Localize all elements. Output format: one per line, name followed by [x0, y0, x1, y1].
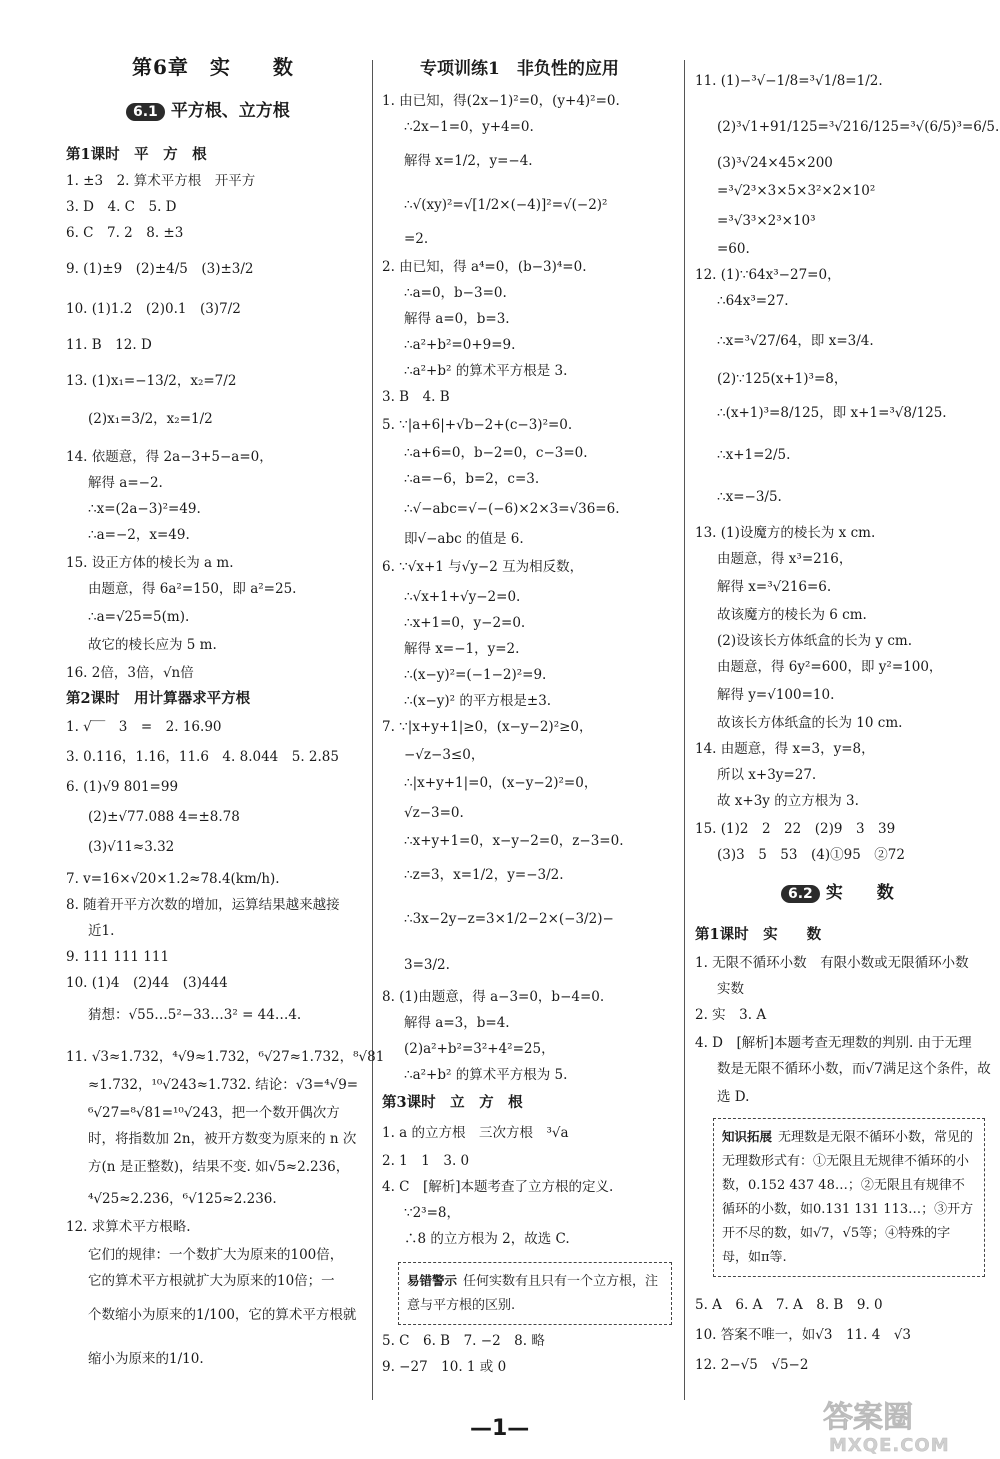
answer-line: ∴8 的立方根为 2，故选 C.: [404, 1231, 570, 1247]
answer-line: 11. (1)−³√−1/8=³√1/8=1/2.: [695, 73, 883, 89]
answer-line: 方(n 是正整数)，结果不变. 如√5≈2.236，: [88, 1159, 350, 1175]
answer-line: (2)设该长方体纸盒的长为 y cm.: [717, 633, 912, 649]
answer-line: √z−3=0.: [404, 805, 464, 821]
answer-line: 3. 0.116，1.16，11.6 4. 8.044 5. 2.85: [66, 749, 339, 765]
answer-line: 7. ∵|x+y+1|≥0，(x−y−2)²≥0，: [382, 719, 593, 735]
answer-line: =60.: [717, 241, 750, 257]
answer-line: ∴√−abc=√−(−6)×2×3=√36=6.: [404, 501, 620, 517]
note-tag: 知识拓展: [722, 1129, 773, 1144]
answer-line: 选 D.: [717, 1089, 750, 1105]
answer-line: (2)±√77.088 4=±8.78: [88, 809, 240, 825]
answer-line: 故 x+3y 的立方根为 3.: [717, 793, 859, 809]
answer-line: 1. ±3 2. 算术平方根 开平方: [66, 173, 256, 189]
answer-line: 1. 由已知，得(2x−1)²=0，(y+4)²=0.: [382, 93, 620, 109]
answer-line: 10. (1)4 (2)44 (3)444: [66, 975, 228, 991]
answer-line: 故它的棱长应为 5 m.: [88, 637, 217, 653]
answer-line: 数是无限不循环小数，而√7满足这个条件，故: [717, 1061, 991, 1077]
answer-line: 3=3/2.: [404, 957, 450, 973]
answer-line: 1. √‾‾ 3 = 2. 16.90: [66, 719, 222, 735]
answer-line: 4. C [解析]本题考查了立方根的定义.: [382, 1179, 614, 1195]
answer-line: 5. C 6. B 7. −2 8. 略: [382, 1333, 545, 1349]
answer-line: ∴a+6=0，b−2=0，c−3=0.: [404, 445, 588, 461]
answer-line: (3)³√24×45×200: [717, 155, 833, 171]
column-divider-left: [372, 60, 373, 1400]
answer-line: ∴a²+b² 的算术平方根是 3.: [404, 363, 568, 379]
section-badge: 6.2: [781, 885, 820, 903]
section-title: 实 数: [825, 883, 894, 903]
answer-line: ∴x+1=2/5.: [717, 447, 791, 463]
answer-line: 9. (1)±9 (2)±4/5 (3)±3/2: [66, 261, 254, 277]
note-tag: 易错警示: [407, 1273, 458, 1288]
answer-line: 猜想：√55…5²−33…3² = 44…4.: [88, 1007, 302, 1023]
answer-line: 6. C 7. 2 8. ±3: [66, 225, 184, 241]
answer-line: 9. 111 111 111: [66, 949, 170, 965]
column-divider-right: [684, 60, 685, 1400]
watermark-line1: 答案圈: [823, 1400, 913, 1435]
answer-line: 解得 y=√100=10.: [717, 687, 835, 703]
answer-line: 由题意，得 x³=216，: [717, 551, 853, 567]
answer-line: 2. 由已知，得 a⁴=0，(b−3)⁴=0.: [382, 259, 587, 275]
answer-line: 16. 2倍，3倍，√n倍: [66, 665, 194, 681]
answer-line: 解得 x=1/2，y=−4.: [404, 153, 533, 169]
answer-line: ∴a=√25=5(m).: [88, 609, 190, 625]
answer-line: 由题意，得 6a²=150，即 a²=25.: [88, 581, 297, 597]
answer-line: ∴a=0，b−3=0.: [404, 285, 507, 301]
answer-line: 10. 答案不唯一，如√3 11. 4 √3: [695, 1327, 911, 1343]
answer-line: 1. 无限不循环小数 有限小数或无限循环小数: [695, 955, 969, 971]
answer-line: (2)∵125(x+1)³=8，: [717, 371, 848, 387]
answer-line: 5. A 6. A 7. A 8. B 9. 0: [695, 1297, 883, 1313]
answer-line: 它们的规律：一个数扩大为原来的100倍，: [88, 1247, 344, 1263]
answer-line: 时，将指数加 2n，被开方数变为原来的 n 次: [88, 1131, 357, 1147]
answer-line: 故该魔方的棱长为 6 cm.: [717, 607, 867, 623]
answer-line: ⁶√27=⁸√81=¹⁰√243，把一个数开偶次方: [88, 1105, 340, 1121]
answer-line: 6. (1)√9 801=99: [66, 779, 179, 795]
answer-line: 解得 a=0，b=3.: [404, 311, 510, 327]
answer-line: ∴a=−6，b=2，c=3.: [404, 471, 540, 487]
special-training-title: 专项训练1 非负性的应用: [420, 59, 619, 79]
answer-line: −√z−3≤0，: [404, 747, 485, 763]
error-warning-note: [398, 1262, 672, 1325]
answer-line: ∴a=−2，x=49.: [88, 527, 190, 543]
site-watermark-logo: [815, 1395, 995, 1455]
answer-line: 14. 依题意，得 2a−3+5−a=0，: [66, 449, 273, 465]
answer-line: 13. (1)设魔方的棱长为 x cm.: [695, 525, 876, 541]
answer-line: ∴64x³=27.: [717, 293, 789, 309]
answer-line: 14. 由题意，得 x=3，y=8，: [695, 741, 875, 757]
answer-line: 11. √3≈1.732，⁴√9≈1.732，⁶√27≈1.732，⁸√81: [66, 1049, 385, 1065]
answer-line: 解得 x=³√216=6.: [717, 579, 832, 595]
watermark-graphic: [815, 1395, 995, 1455]
answer-line: ∴a²+b²=0+9=9.: [404, 337, 516, 353]
answer-line: ∴a²+b² 的算术平方根为 5.: [404, 1067, 568, 1083]
answer-line: ∴2x−1=0，y+4=0.: [404, 119, 534, 135]
answer-line: 解得 x=−1，y=2.: [404, 641, 520, 657]
answer-line: 7. v=16×√20×1.2≈78.4(km/h).: [66, 871, 280, 887]
answer-line: 即√−abc 的值是 6.: [404, 531, 524, 547]
answer-line: ∴√x+1+√y−2=0.: [404, 589, 521, 605]
section-badge: 6.1: [126, 103, 165, 121]
answer-line: ∴(x−y)²=(−1−2)²=9.: [404, 667, 547, 683]
answer-line: 它的算术平方根就扩大为原来的10倍；一: [88, 1273, 335, 1289]
answer-line: (2)x₁=3/2，x₂=1/2: [88, 411, 213, 427]
answer-line: 9. −27 10. 1 或 0: [382, 1359, 507, 1375]
answer-line: 8. 随着开平方次数的增加，运算结果越来越接: [66, 897, 340, 913]
answer-line: 10. (1)1.2 (2)0.1 (3)7/2: [66, 301, 241, 317]
answer-line: 实数: [717, 981, 744, 997]
watermark-line2: MXQE.COM: [829, 1435, 950, 1455]
section-heading: [126, 102, 290, 121]
lesson-heading: 第2课时 用计算器求平方根: [66, 690, 251, 707]
answer-line: 缩小为原来的1/10.: [88, 1351, 204, 1367]
answer-line: (3)√11≈3.32: [88, 839, 175, 855]
answer-line: 解得 a=−2.: [88, 475, 163, 491]
lesson-heading: 第1课时 实 数: [695, 926, 822, 943]
answer-line: (3)3 5 53 (4)①95 ②72: [717, 847, 905, 863]
answer-line: ∵2³=8，: [404, 1205, 460, 1221]
answer-line: 3. B 4. B: [382, 389, 450, 405]
lesson-heading: 第1课时 平 方 根: [66, 146, 207, 163]
answer-line: ∴x=(2a−3)²=49.: [88, 501, 201, 517]
answer-line: 2. 实 3. A: [695, 1007, 767, 1023]
answer-line: (2)a²+b²=3²+4²=25，: [404, 1041, 555, 1057]
answer-line: 5. ∵|a+6|+√b−2+(c−3)²=0.: [382, 417, 573, 433]
answer-line: ∴x+y+1=0，x−y−2=0，z−3=0.: [404, 833, 624, 849]
answer-line: ∴√(xy)²=√[1/2×(−4)]²=√(−2)²: [404, 197, 608, 213]
answer-line: ∴x+1=0，y−2=0.: [404, 615, 526, 631]
answer-line: 11. B 12. D: [66, 337, 152, 353]
note-text: 无理数是无限不循环小数，常见的无理数形式有：①无限且无规律不循环的小数，0.152 437 48…；②无限且有规律不循环的小数，如0.131 131 113…；③开方开不尽的数，如√7，√5等；④特殊的字母，如π等.: [722, 1130, 974, 1265]
answer-line: 12. (1)∵64x³−27=0，: [695, 267, 841, 283]
section-title: 平方根、立方根: [170, 101, 290, 121]
answer-line: 2. 1 1 3. 0: [382, 1153, 470, 1169]
answer-line: 15. (1)2 2 22 (2)9 3 39: [695, 821, 896, 837]
answer-line: ⁴√25≈2.236，⁶√125≈2.236.: [88, 1191, 277, 1207]
answer-line: ∴(x+1)³=8/125，即 x+1=³√8/125.: [717, 405, 947, 421]
answer-line: 由题意，得 6y²=600，即 y²=100，: [717, 659, 943, 675]
answer-line: 1. a 的立方根 三次方根 ³√a: [382, 1125, 569, 1141]
answer-line: ∴|x+y+1|=0，(x−y−2)²=0，: [404, 775, 598, 791]
page-number: —1—: [470, 1416, 530, 1441]
answer-line: =³√2³×3×5×3²×2×10²: [717, 183, 876, 199]
answer-line: 故该长方体纸盒的长为 10 cm.: [717, 715, 903, 731]
answer-line: ∴3x−2y−z=3×1/2−2×(−3/2)−: [404, 911, 614, 927]
answer-line: 所以 x+3y=27.: [717, 767, 817, 783]
answer-line: 4. D [解析]本题考查无理数的判别. 由于无理: [695, 1035, 972, 1051]
answer-line: ∴z=3，x=1/2，y=−3/2.: [404, 867, 564, 883]
answer-line: =2.: [404, 231, 429, 247]
answer-line: ∴x=³√27/64，即 x=3/4.: [717, 333, 874, 349]
knowledge-extension-note: [713, 1118, 985, 1277]
answer-line: ≈1.732，¹⁰√243≈1.732. 结论：√3=⁴√9=: [88, 1077, 359, 1093]
answer-line: 12. 2−√5 √5−2: [695, 1357, 809, 1373]
note-text: 任何实数有且只有一个立方根，注意与平方根的区别.: [407, 1274, 659, 1313]
chapter-title: 第6章 实 数: [132, 55, 294, 79]
answer-line: 3. D 4. C 5. D: [66, 199, 177, 215]
lesson-heading: 第3课时 立 方 根: [382, 1094, 523, 1111]
answer-line: 15. 设正方体的棱长为 a m.: [66, 555, 234, 571]
answer-line: 近1.: [88, 923, 115, 939]
answer-line: (2)³√1+91/125=³√216/125=³√(6/5)³=6/5.: [717, 119, 1000, 135]
answer-line: 12. 求算术平方根略.: [66, 1219, 191, 1235]
answer-line: 6. ∵√x+1 与√y−2 互为相反数，: [382, 559, 584, 575]
answer-line: ∴(x−y)² 的平方根是±3.: [404, 693, 552, 709]
answer-line: 个数缩小为原来的1/100，它的算术平方根就: [88, 1307, 357, 1323]
answer-line: 13. (1)x₁=−13/2，x₂=7/2: [66, 373, 237, 389]
answer-line: 8. (1)由题意，得 a−3=0，b−4=0.: [382, 989, 605, 1005]
answer-line: 解得 a=3，b=4.: [404, 1015, 510, 1031]
answer-line: ∴x=−3/5.: [717, 489, 782, 505]
section-heading: [781, 884, 894, 903]
answer-line: =³√3³×2³×10³: [717, 213, 816, 229]
